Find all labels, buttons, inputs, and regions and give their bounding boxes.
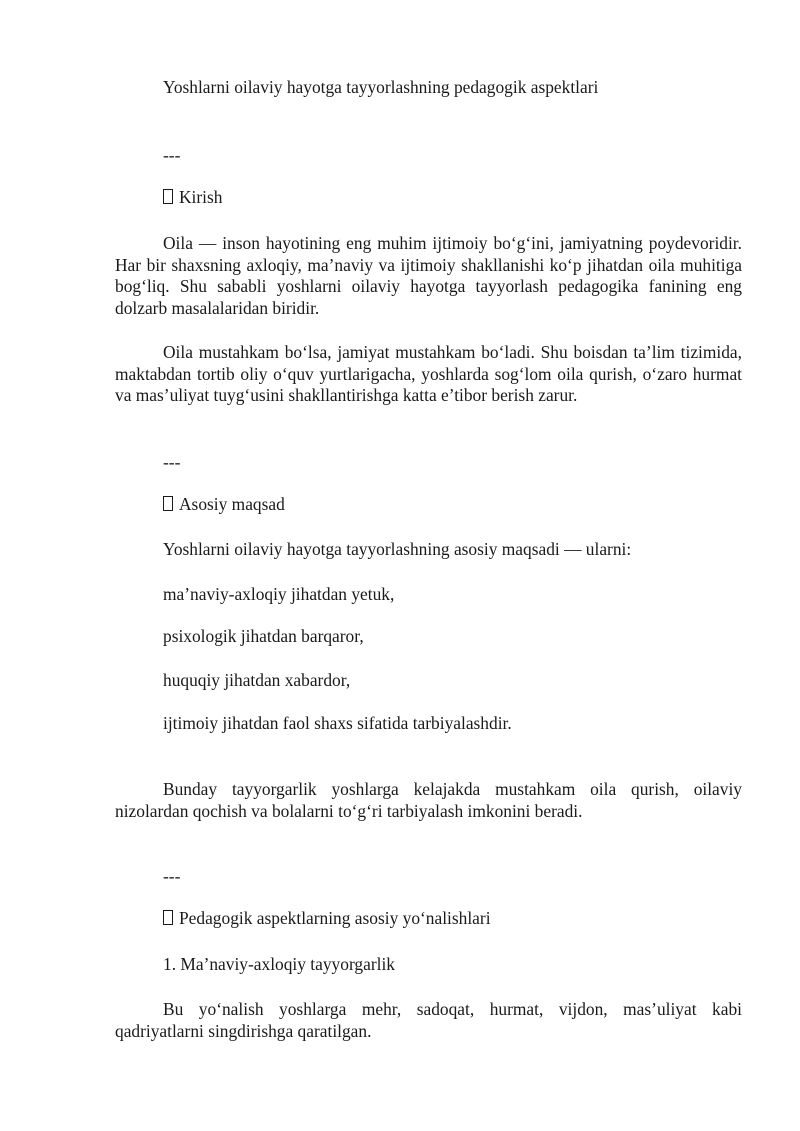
missing-glyph-icon [163, 496, 173, 511]
subheading: 1. Ma’naviy-axloqiy tayyorgarlik [163, 954, 395, 974]
list-item: huquqiy jihatdan xabardor, [163, 670, 351, 690]
separator: --- [163, 866, 181, 886]
missing-glyph-icon [163, 189, 173, 204]
paragraph: Bu yo‘nalish yoshlarga mehr, sadoqat, hurmat, vijdon, mas’uliyat kabi qadriyatlarni singdirishga qaratilgan. [115, 999, 742, 1041]
paragraph: Oila — inson hayotining eng muhim ijtimoiy bo‘g‘ini, jamiyatning poydevoridir. Har bir shaxsning axloqiy, ma’naviy va ijtimoiy shakllanishi ko‘p jihatdan oila muhitiga bog‘liq. Shu sababli yoshlarni oilaviy hayotga tayyorlash pedagogika fanining eng dolzarb masalalaridan biridir. [115, 233, 742, 318]
separator: --- [163, 145, 181, 165]
document-title: Yoshlarni oilaviy hayotga tayyorlashning pedagogik aspektlari [163, 77, 599, 97]
paragraph: Bunday tayyorgarlik yoshlarga kelajakda mustahkam oila qurish, oilaviy nizolardan qochish va bolalarni to‘g‘ri tarbiyalash imkonini beradi. [115, 779, 742, 821]
paragraph: Oila mustahkam bo‘lsa, jamiyat mustahkam bo‘ladi. Shu boisdan ta’lim tizimida, maktabdan tortib oliy o‘quv yurtlarigacha, yoshlarda sog‘lom oila qurish, o‘zaro hurmat va mas’uliyat tuyg‘usini shakllantirishga katta e’tibor berish zarur. [115, 342, 742, 405]
heading-text: Kirish [179, 187, 223, 207]
separator: --- [163, 452, 181, 472]
list-item: psixologik jihatdan barqaror, [163, 626, 364, 646]
missing-glyph-icon [163, 910, 173, 925]
document-page [115, 0, 742, 1131]
list-item: ma’naviy-axloqiy jihatdan yetuk, [163, 584, 395, 604]
section-heading-maqsad [115, 494, 742, 516]
list-item: ijtimoiy jihatdan faol shaxs sifatida tarbiyalashdir. [163, 713, 512, 733]
section-heading-yonalish [115, 908, 742, 930]
paragraph-intro: Yoshlarni oilaviy hayotga tayyorlashning asosiy maqsadi — ularni: [163, 539, 632, 559]
heading-text: Asosiy maqsad [179, 494, 285, 514]
section-heading-kirish [115, 187, 742, 209]
heading-text: Pedagogik aspektlarning asosiy yo‘nalishlari [179, 908, 491, 928]
